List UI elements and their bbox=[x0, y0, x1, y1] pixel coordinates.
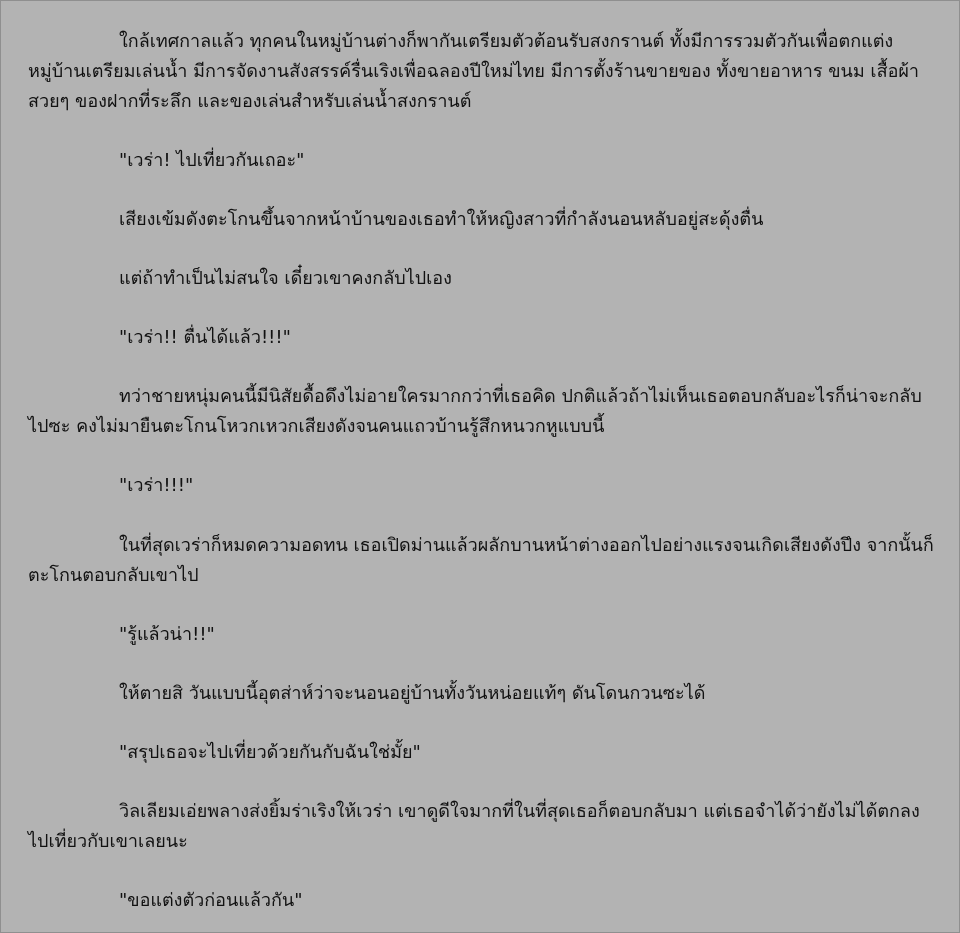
paragraph-7: "เวร่า!!!" bbox=[119, 475, 194, 496]
paragraph-9: "รู้แล้วน่า!!" bbox=[119, 624, 215, 645]
paragraph-1: ใกล้เทศกาลแล้ว ทุกคนในหมู่บ้านต่างก็พากันเตรียมตัวต้อนรับสงกรานต์ ทั้งมีการรวมตัวกันเพื่อตกแต่งหมู่บ้านเตรียมเล่นน้ำ มีการจัดงานสังสรรค์รื่นเริงเพื่อฉลองปีใหม่ไทย มีการตั้งร้านขายของ ทั้งขายอาหาร ขนม เสื้อผ้าสวยๆ ของฝากที่ระลึก และของเล่นสำหรับเล่นน้ำสงกรานต์ bbox=[28, 31, 920, 112]
paragraph-8: ในที่สุดเวร่าก็หมดความอดทน เธอเปิดม่านแล้วผลักบานหน้าต่างออกไปอย่างแรงจนเกิดเสียงดังปึง จากนั้นก็ตะโกนตอบกลับเขาไป bbox=[28, 535, 934, 586]
paragraph-2: "เวร่า! ไปเที่ยวกันเถอะ" bbox=[119, 150, 305, 171]
paragraph-10: ให้ตายสิ วันแบบนี้อุตส่าห์ว่าจะนอนอยู่บ้านทั้งวันหน่อยแท้ๆ ดันโดนกวนซะได้ bbox=[119, 683, 706, 704]
paragraph-4: แต่ถ้าทำเป็นไม่สนใจ เดี๋ยวเขาคงกลับไปเอง bbox=[119, 268, 452, 289]
paragraph-5: "เวร่า!! ตื่นได้แล้ว!!!" bbox=[119, 327, 291, 348]
paragraph-12: วิลเลียมเอ่ยพลางส่งยิ้มร่าเริงให้เวร่า เขาดูดีใจมากที่ในที่สุดเธอก็ตอบกลับมา แต่เธอจำได้ว่ายังไม่ได้ตกลงไปเที่ยวกับเขาเลยนะ bbox=[28, 801, 920, 852]
paragraph-3: เสียงเข้มดังตะโกนขึ้นจากหน้าบ้านของเธอทำให้หญิงสาวที่กำลังนอนหลับอยู่สะดุ้งตื่น bbox=[119, 209, 764, 230]
paragraph-13: "ขอแต่งตัวก่อนแล้วกัน" bbox=[119, 890, 303, 911]
paragraph-11: "สรุปเธอจะไปเที่ยวด้วยกันกับฉันใช่มั้ย" bbox=[119, 742, 421, 763]
paragraph-6: ทว่าชายหนุ่มคนนี้มีนิสัยดื้อดึงไม่อายใครมากกว่าที่เธอคิด ปกติแล้วถ้าไม่เห็นเธอตอบกลับอะไรก็น่าจะกลับไปซะ คงไม่มายืนตะโกนโหวกเหวกเสียงดังจนคนแถวบ้านรู้สึกหนวกหูแบบนี้ bbox=[28, 386, 922, 437]
